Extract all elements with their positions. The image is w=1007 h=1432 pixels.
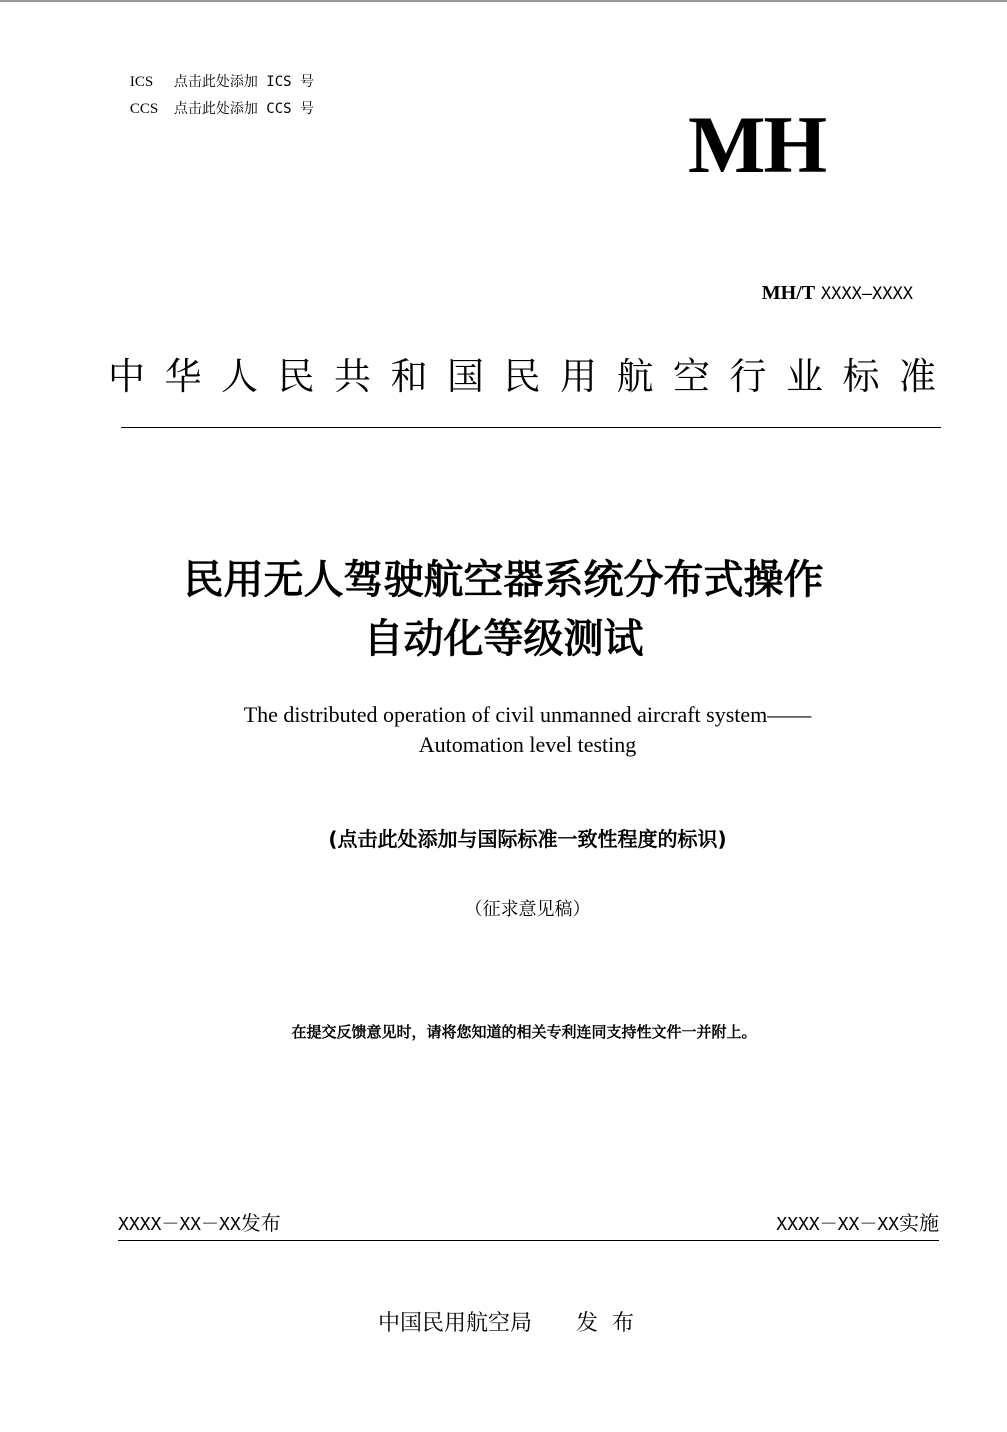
implement-date-value[interactable]: XXXX－XX－XX [776,1214,899,1235]
ccs-label: CCS [129,101,159,117]
publisher-name: 中国民用航空局 [378,1311,533,1336]
standard-prefix: MH/T [761,282,816,304]
title-en-line1[interactable]: The distributed operation of civil unmanned aircraft system—— [243,702,812,727]
publisher-action: 发布 [576,1311,649,1336]
footer-divider [118,1240,939,1241]
draft-status: （征求意见稿） [464,899,591,920]
standard-code[interactable]: XXXX—XXXX [820,284,913,304]
ccs-line[interactable] [113,79,314,119]
ics-label: ICS [129,74,154,90]
title-cn-line2[interactable]: 自动化等级测试 [363,616,644,662]
standard-number [762,281,913,306]
publisher-line [378,1309,648,1339]
issue-date[interactable] [118,1209,281,1239]
top-border [0,0,1007,2]
issue-date-value[interactable]: XXXX－XX－XX [118,1214,241,1235]
mh-logo: MH [688,99,826,190]
implement-date[interactable] [776,1209,939,1239]
title-en-line2[interactable]: Automation level testing [418,732,637,757]
implement-date-label: 实施 [899,1211,939,1235]
title-cn-line1[interactable]: 民用无人驾驶航空器系统分布式操作 [183,557,824,603]
industry-title: 中华人民共和国民用航空行业标准 [108,355,956,398]
ics-value[interactable]: 点击此处添加 ICS 号 [173,74,315,90]
issue-date-label: 发布 [240,1211,281,1235]
conformity-note[interactable]: (点击此处添加与国际标准一致性程度的标识) [328,827,727,851]
ccs-value[interactable]: 点击此处添加 CCS 号 [173,101,315,117]
feedback-notice: 在提交反馈意见时，请将您知道的相关专利连同支持性文件一并附上。 [291,1023,757,1041]
header-divider [121,427,941,428]
